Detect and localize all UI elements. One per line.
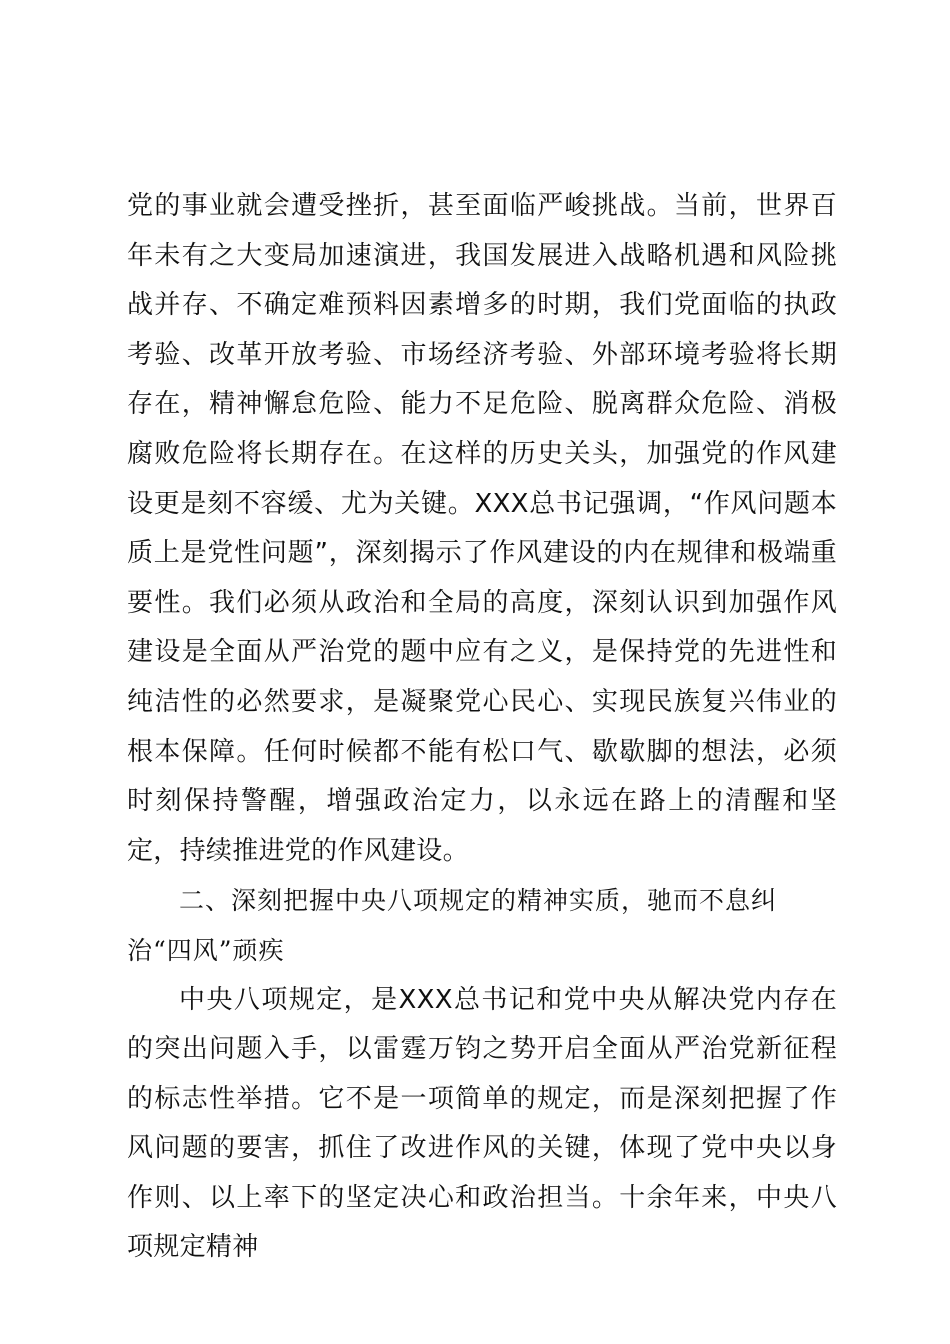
paragraph: 中央八项规定，是XXX总书记和党中央从解决党内存在的突出问题入手，以雷霆万钧之势开启全面从严治党新征程的标志性举措。它不是一项简单的规定，而是深刻把握了作风问题的要害，抓住了改进作风的关键，体现了党中央以身作则、以上率下的坚定决心和政治担当。十余年来，中央八项规定精神 (127, 984, 837, 1263)
section-heading: 二、深刻把握中央八项规定的精神实质，驰而不息纠治“四风”顽疾 (127, 886, 778, 965)
document-body (127, 182, 837, 1273)
paragraph-continuation: 党的事业就会遭受挫折，甚至面临严峻挑战。当前，世界百年未有之大变局加速演进，我国发展进入战略机遇和风险挑战并存、不确定难预料因素增多的时期，我们党面临的执政考验、改革开放考验、市场经济考验、外部环境考验将长期存在，精神懈怠危险、能力不足危险、脱离群众危险、消极腐败危险将长期存在。在这样的历史关头，加强党的作风建设更是刻不容缓、尤为关键。XXX总书记强调，“作风问题本质上是党性问题”，深刻揭示了作风建设的内在规律和极端重要性。我们必须从政治和全局的高度，深刻认识到加强作风建设是全面从严治党的题中应有之义，是保持党的先进性和纯洁性的必然要求，是凝聚党心民心、实现民族复兴伟业的根本保障。任何时候都不能有松口气、歇歇脚的想法，必须时刻保持警醒，增强政治定力，以永远在路上的清醒和坚定，持续推进党的作风建设。 (127, 191, 837, 866)
